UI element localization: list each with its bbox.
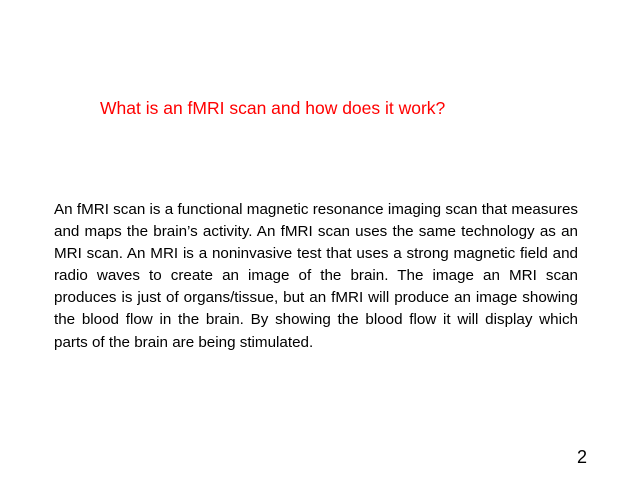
slide-page-number: 2	[576, 447, 587, 467]
slide-body-text: An fMRI scan is a functional magnetic resonance imaging scan that measures and maps the brain’s activity. An fMRI scan uses the same technology as an MRI scan. An MRI is a noninvasive test that uses a strong magnetic field and radio waves to create an image of the brain. The image an MRI scan produces is just of organs/tissue, but an fMRI will produce an image showing the blood flow in the brain. By showing the blood flow it will display which parts of the brain are being stimulated.	[54, 201, 578, 351]
slide-title: What is an fMRI scan and how does it work?	[100, 98, 446, 118]
